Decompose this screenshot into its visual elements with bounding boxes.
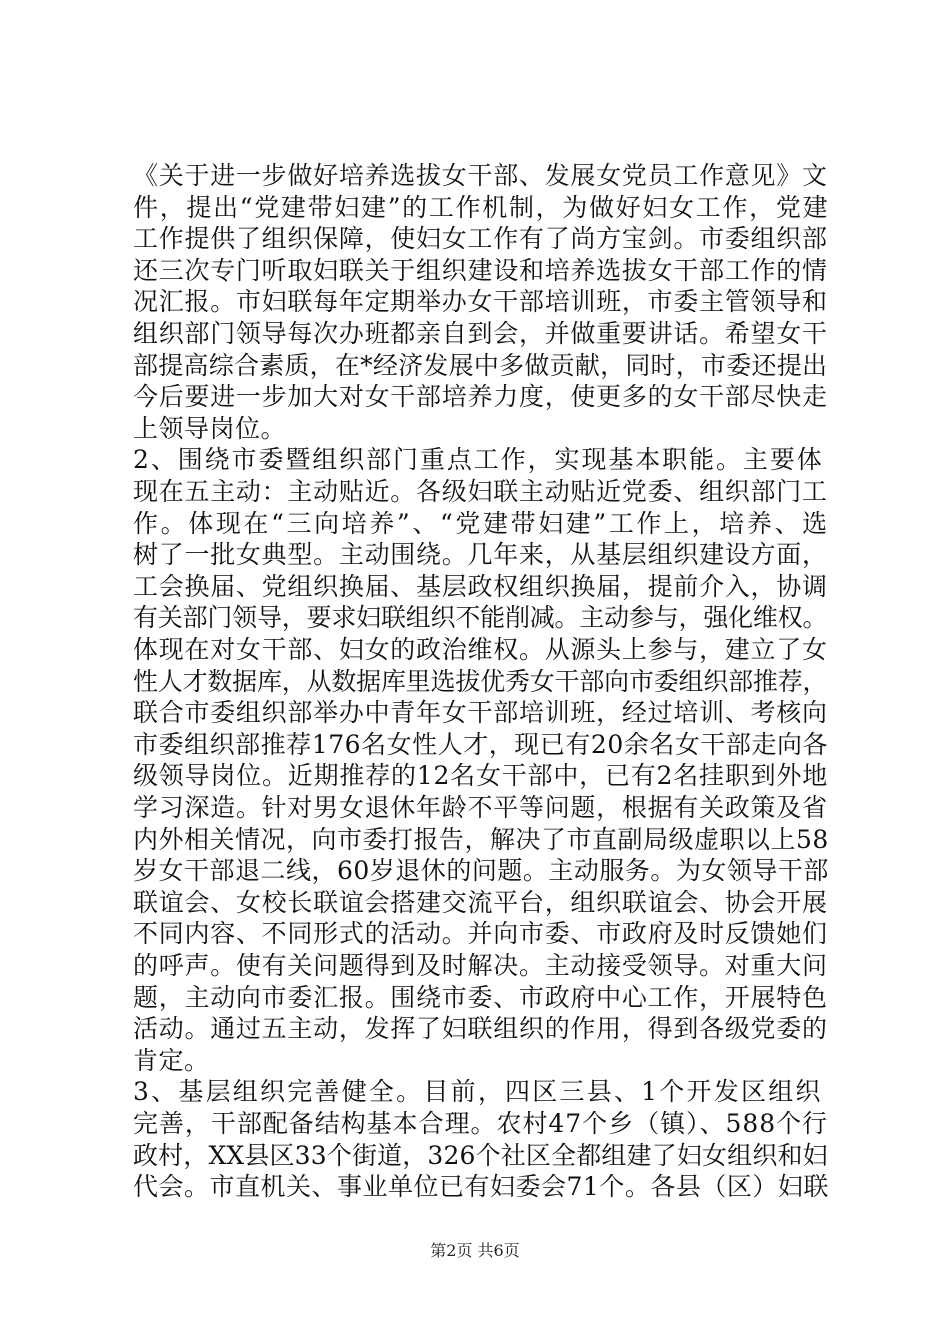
text-line: 级领导岗位。近期推荐的12名女干部中，已有2名挂职到外地 bbox=[133, 761, 829, 791]
text-line: 完善，干部配备结构基本合理。农村47个乡（镇）、588个行 bbox=[133, 1109, 828, 1138]
text-line: 还三次专门听取妇联关于组织建设和培养选拔女干部工作的情 bbox=[133, 255, 828, 285]
text-line: 况汇报。市妇联每年定期举办女干部培训班，市委主管领导和 bbox=[133, 287, 828, 317]
text-line: 性人才数据库，从数据库里选拔优秀女干部向市委组织部推荐， bbox=[133, 666, 828, 696]
text-line: 现在五主动：主动贴近。各级妇联主动贴近党委、组织部门工 bbox=[133, 477, 828, 506]
text-line: 部提高综合素质，在*经济发展中多做贡献，同时，市委还提出 bbox=[133, 350, 828, 380]
text-line: 上领导岗位。 bbox=[133, 413, 287, 443]
text-line: 工作提供了组织保障，使妇女工作有了尚方宝剑。市委组织部 bbox=[133, 224, 828, 254]
text-line: 政村，XX县区33个街道，326个社区全都组建了妇女组织和妇 bbox=[133, 1140, 828, 1170]
text-line: 树了一批女典型。主动围绕。几年来，从基层组织建设方面， bbox=[133, 540, 828, 570]
text-line: 作。体现在“三向培养”、“党建带妇建”工作上，培养、选 bbox=[133, 508, 830, 538]
text-line: 体现在对女干部、妇女的政治维权。从源头上参与，建立了女 bbox=[133, 635, 828, 664]
text-line: 工会换届、党组织换届、基层政权组织换届，提前介入，协调 bbox=[133, 571, 828, 601]
text-line: 学习深造。针对男女退休年龄不平等问题，根据有关政策及省 bbox=[133, 793, 828, 822]
text-line: 岁女干部退二线，60岁退休的问题。主动服务。为女领导干部 bbox=[133, 856, 829, 886]
text-line: 的呼声。使有关问题得到及时解决。主动接受领导。对重大问 bbox=[133, 951, 828, 980]
text-line: 不同内容、不同形式的活动。并向市委、市政府及时反馈她们 bbox=[133, 919, 828, 949]
text-line: 《关于进一步做好培养选拔女干部、发展女党员工作意见》文 bbox=[133, 161, 828, 190]
text-line: 3、基层组织完善健全。目前，四区三县、1个开发区组织 bbox=[133, 1077, 823, 1107]
text-line: 肯定。 bbox=[133, 1045, 210, 1075]
text-line: 组织部门领导每次办班都亲自到会，并做重要讲话。希望女干 bbox=[133, 319, 828, 348]
text-line: 今后要进一步加大对女干部培养力度，使更多的女干部尽快走 bbox=[133, 382, 828, 412]
text-line: 有关部门领导，要求妇联组织不能削减。主动参与，强化维权。 bbox=[133, 603, 828, 633]
text-line: 市委组织部推荐176名女性人才，现已有20余名女干部走向各 bbox=[133, 729, 829, 759]
text-line: 内外相关情况，向市委打报告，解决了市直副局级虚职以上58 bbox=[133, 824, 829, 854]
text-line: 代会。市直机关、事业单位已有妇委会71个。各县（区）妇联 bbox=[133, 1172, 829, 1202]
text-line: 题，主动向市委汇报。围绕市委、市政府中心工作，开展特色 bbox=[133, 982, 828, 1012]
page-footer: 第2页 共6页 bbox=[430, 1241, 520, 1260]
text-line: 联合市委组织部举办中青年女干部培训班，经过培训、考核向 bbox=[133, 698, 828, 728]
text-line: 联谊会、女校长联谊会搭建交流平台，组织联谊会、协会开展 bbox=[133, 887, 828, 917]
text-line: 件，提出“党建带妇建”的工作机制，为做好妇女工作，党建 bbox=[133, 192, 830, 222]
text-line: 2、围绕市委暨组织部门重点工作，实现基本职能。主要体 bbox=[133, 445, 824, 475]
text-line: 活动。通过五主动，发挥了妇联组织的作用，得到各级党委的 bbox=[133, 1014, 828, 1044]
